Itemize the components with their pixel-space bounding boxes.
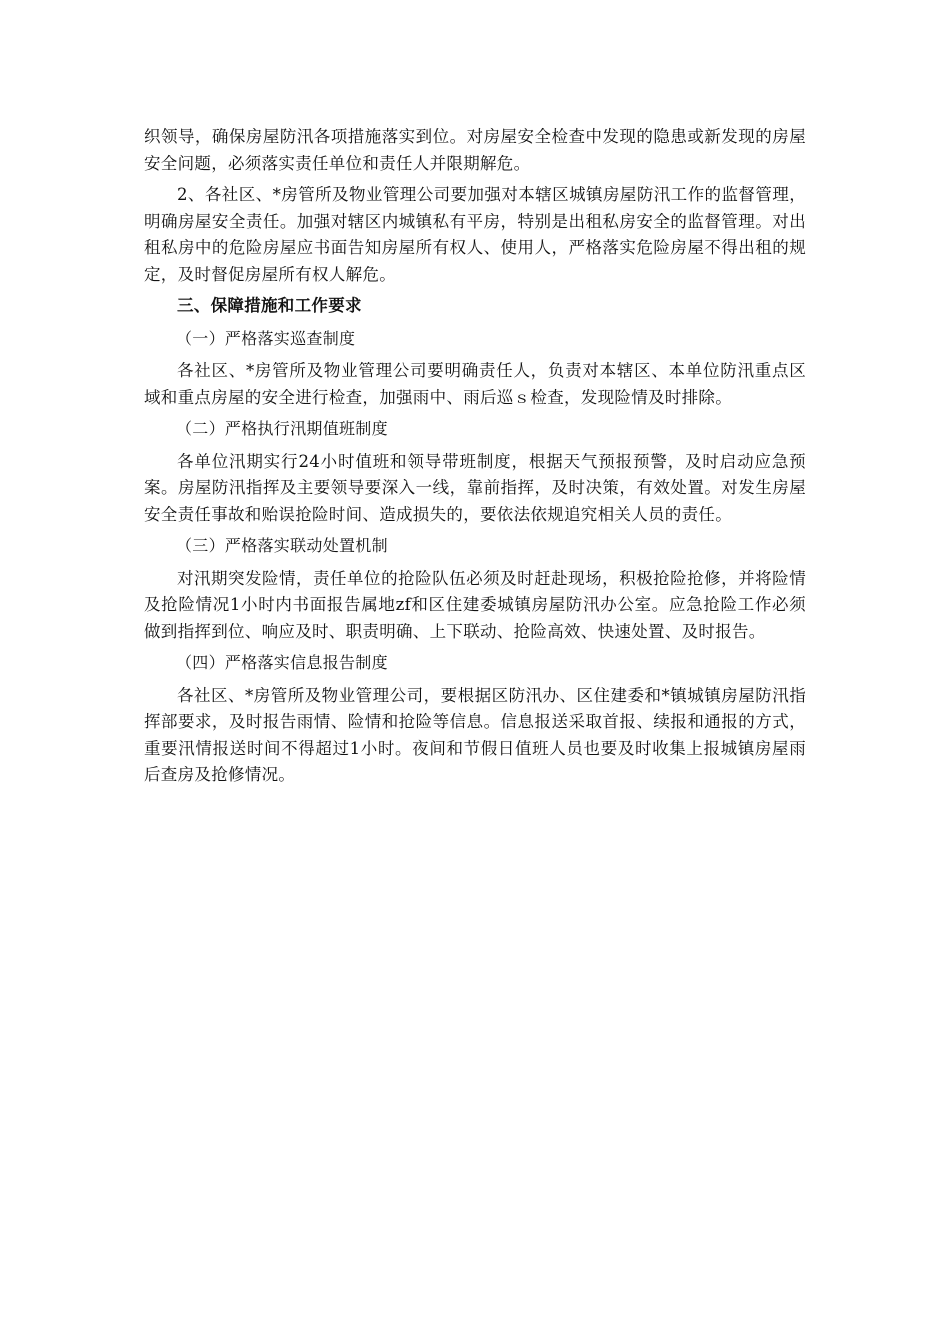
paragraph-duty: 各单位汛期实行24小时值班和领导带班制度，根据天气预报预警，及时启动应急预案。房屋防汛指挥及主要领导要深入一线，靠前指挥，及时决策，有效处置。对发生房屋安全责任事故和贻误抢险时间、造成损失的，要依法依规追究相关人员的责任。 [144, 451, 806, 524]
subheading-4: （四）严格落实信息报告制度 [176, 653, 388, 672]
subheading-2: （二）严格执行汛期值班制度 [176, 419, 388, 438]
document-page [144, 124, 806, 794]
subheading-3: （三）严格落实联动处置机制 [176, 536, 388, 555]
paragraph-item-2: 2、各社区、*房管所及物业管理公司要加强对本辖区城镇房屋防汛工作的监督管理，明确房屋安全责任。加强对辖区内城镇私有平房，特别是出租私房安全的监督管理。对出租私房中的危险房屋应书面告知房屋所有权人、使用人，严格落实危险房屋不得出租的规定，及时督促房屋所有权人解危。 [144, 185, 806, 284]
subheading-1: （一）严格落实巡查制度 [176, 328, 356, 348]
paragraph-patrol: 各社区、*房管所及物业管理公司要明确责任人，负责对本辖区、本单位防汛重点区域和重点房屋的安全进行检查，加强雨中、雨后巡ｓ检查，发现险情及时排除。 [144, 361, 806, 407]
paragraph-continuation: 织领导，确保房屋防汛各项措施落实到位。对房屋安全检查中发现的隐患或新发现的房屋安全问题，必须落实责任单位和责任人并限期解危。 [144, 127, 806, 173]
paragraph-linkage: 对汛期突发险情，责任单位的抢险队伍必须及时赶赴现场，积极抢险抢修，并将险情及抢险情况1小时内书面报告属地zf和区住建委城镇房屋防汛办公室。应急抢险工作必须做到指挥到位、响应及时、职责明确、上下联动、抢险高效、快速处置、及时报告。 [144, 568, 806, 641]
paragraph-reporting: 各社区、*房管所及物业管理公司，要根据区防汛办、区住建委和*镇城镇房屋防汛指挥部要求，及时报告雨情、险情和抢险等信息。信息报送采取首报、续报和通报的方式，重要汛情报送时间不得超过1小时。夜间和节假日值班人员也要及时收集上报城镇房屋雨后查房及抢修情况。 [144, 685, 806, 784]
section-heading-3: 三、保障措施和工作要求 [177, 296, 362, 315]
